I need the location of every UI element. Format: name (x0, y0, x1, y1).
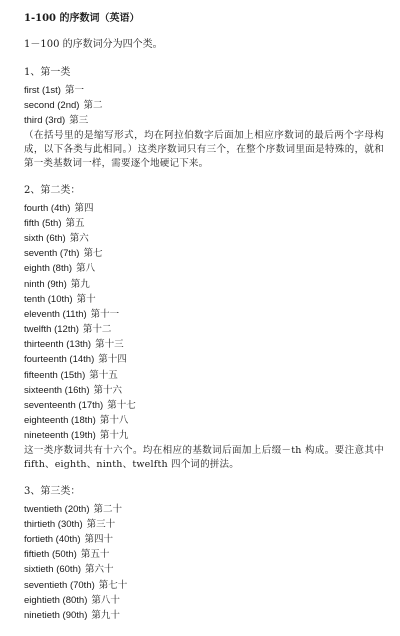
ordinal-english: nineteenth (19th) (24, 430, 96, 442)
section-heading: 1、第一类 (24, 67, 71, 78)
ordinal-english: tenth (10th) (24, 293, 73, 305)
ordinal-row (24, 113, 384, 128)
ordinal-chinese: 第六 (69, 232, 89, 244)
ordinal-chinese: 第十六 (93, 384, 122, 396)
ordinal-chinese: 第十一 (90, 308, 120, 320)
ordinal-english: thirtieth (30th) (24, 518, 83, 530)
document-title: 1-100 的序数词（英语） (24, 13, 140, 24)
sections-container (24, 66, 384, 623)
ordinal-row (24, 413, 384, 428)
ordinal-row (24, 231, 384, 246)
ordinal-chinese: 第四十 (84, 533, 114, 545)
ordinal-row (24, 261, 384, 276)
ordinal-row (24, 98, 384, 113)
ordinal-chinese: 第五十 (80, 549, 110, 561)
ordinal-english: ninth (9th) (24, 278, 67, 290)
ordinal-english: eighth (8th) (24, 263, 73, 275)
section-heading: 2、第二类： (24, 184, 81, 196)
ordinal-english: twentieth (20th) (24, 503, 90, 515)
ordinal-row (24, 83, 384, 98)
ordinal-english: fourth (4th) (24, 202, 71, 214)
ordinal-english: sixtieth (60th) (24, 564, 82, 576)
intro-paragraph: 1－100 的序数词分为四个类。 (24, 39, 163, 50)
ordinal-row (24, 428, 384, 443)
ordinal-chinese: 第三 (69, 115, 89, 127)
ordinal-english: sixteenth (16th) (24, 384, 90, 396)
ordinal-english: fifteenth (15th) (24, 369, 86, 381)
ordinal-row (24, 383, 384, 398)
ordinal-chinese: 第二 (83, 100, 103, 112)
ordinal-chinese: 第十八 (99, 415, 129, 427)
ordinal-english: fiftieth (50th) (24, 549, 77, 561)
ordinal-english: seventh (7th) (24, 248, 80, 260)
section-note: （在括号里的是缩写形式，均在阿拉伯数字后面加上相应序数词的最后两个字母构成，以下各类与此相同。）这类序数词只有三个，在整个序数词里面是特殊的，就和第一类基数词一样，需要逐个地硬记下来。 (24, 129, 384, 169)
ordinal-row (24, 246, 384, 261)
ordinal-english: first (1st) (24, 85, 61, 96)
ordinal-chinese: 第十九 (99, 430, 129, 442)
ordinal-chinese: 第十五 (89, 369, 118, 381)
ordinal-english: eleventh (11th) (24, 308, 87, 320)
ordinal-row (24, 608, 384, 623)
ordinal-row (24, 216, 384, 231)
ordinal-chinese: 第五 (65, 217, 85, 229)
ordinal-english: sixth (6th) (24, 232, 66, 244)
ordinal-row (24, 292, 384, 307)
ordinal-chinese: 第八 (76, 263, 96, 275)
ordinal-english: ninetieth (90th) (24, 609, 88, 621)
ordinal-row (24, 398, 384, 413)
ordinal-row (24, 368, 384, 383)
document-page (24, 12, 384, 636)
ordinal-chinese: 第十四 (98, 354, 127, 366)
ordinal-row (24, 578, 384, 593)
ordinal-chinese: 第九十 (91, 609, 120, 621)
ordinal-english: eightieth (80th) (24, 594, 88, 606)
ordinal-chinese: 第三十 (86, 518, 116, 530)
ordinal-row (24, 532, 384, 547)
ordinal-english: twelfth (12th) (24, 324, 79, 336)
ordinal-chinese: 第十三 (95, 339, 124, 351)
ordinal-english: fortieth (40th) (24, 533, 81, 545)
ordinal-chinese: 第二十 (93, 503, 122, 515)
ordinal-chinese: 第六十 (85, 564, 114, 576)
ordinal-chinese: 第十七 (107, 400, 136, 411)
ordinal-row (24, 307, 384, 322)
ordinal-row (24, 322, 384, 337)
ordinal-row (24, 517, 384, 532)
ordinal-chinese: 第七 (83, 248, 103, 260)
ordinal-chinese: 第十 (76, 293, 96, 305)
ordinal-chinese: 第八十 (91, 594, 120, 606)
ordinal-english: eighteenth (18th) (24, 415, 96, 427)
ordinal-row (24, 337, 384, 352)
section-note: 这一类序数词共有十六个。均在相应的基数词后面加上后缀－th 构成。要注意其中 fifth、eighth、ninth、twelfth 四个词的拼法。 (24, 444, 384, 470)
ordinal-chinese: 第九 (70, 278, 90, 290)
ordinal-row (24, 562, 384, 577)
ordinal-row (24, 593, 384, 608)
ordinal-english: fifth (5th) (24, 217, 62, 229)
section-heading: 3、第三类： (24, 485, 81, 497)
ordinal-row (24, 502, 384, 517)
ordinal-english: third (3rd) (24, 115, 66, 127)
ordinal-row (24, 547, 384, 562)
ordinal-english: seventieth (70th) (24, 579, 95, 591)
ordinal-chinese: 第十二 (82, 324, 112, 336)
ordinal-chinese: 第一 (64, 85, 84, 96)
ordinal-english: thirteenth (13th) (24, 339, 92, 351)
ordinal-english: second (2nd) (24, 100, 80, 112)
section-3 (24, 485, 384, 624)
ordinal-row (24, 201, 384, 216)
section-1 (24, 66, 384, 171)
ordinal-english: fourteenth (14th) (24, 354, 95, 366)
section-2 (24, 184, 384, 472)
ordinal-row (24, 352, 384, 367)
ordinal-chinese: 第四 (74, 202, 94, 214)
ordinal-chinese: 第七十 (98, 579, 128, 591)
ordinal-english: seventeenth (17th) (24, 400, 104, 411)
ordinal-row (24, 277, 384, 292)
